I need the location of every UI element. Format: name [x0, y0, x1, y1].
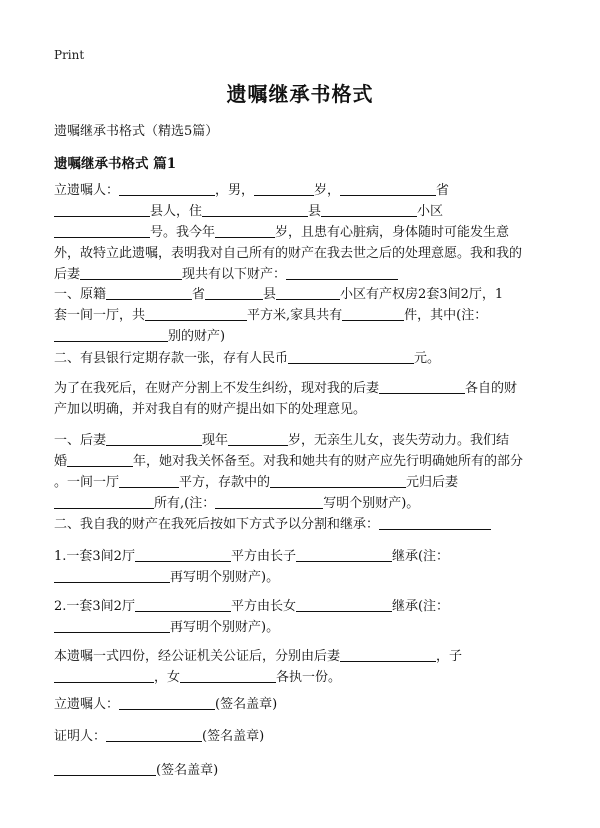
text: (签名盖章) — [215, 697, 278, 712]
text: 一、原籍 — [54, 287, 107, 302]
text: 写明个别财产)。 — [323, 496, 420, 511]
paragraph-copies — [54, 646, 546, 688]
text: 2.一套3间2厅 — [54, 599, 135, 614]
text: 小区 — [417, 204, 444, 219]
blank-line — [54, 568, 170, 583]
text: 平方由长子 — [230, 549, 296, 564]
blank-line — [80, 265, 182, 280]
text: 本遗嘱一式四份，经公证机关公证后，分别由后妻 — [54, 649, 341, 664]
text: ，子 — [436, 649, 463, 664]
text: 元归后妻 — [406, 475, 459, 490]
text: 号。我今年 — [150, 225, 216, 240]
text: 。一间一厅 — [54, 475, 120, 490]
text: 继承(注： — [391, 549, 450, 564]
blank-line — [286, 265, 398, 280]
text: 后妻 — [54, 267, 81, 282]
section-heading: 遗嘱继承书格式 篇1 — [54, 156, 177, 172]
blank-line — [54, 494, 154, 509]
text: (签名盖章) — [202, 729, 265, 744]
blank-line — [54, 618, 170, 633]
text: 元。 — [414, 351, 441, 366]
blank-line — [321, 202, 417, 217]
text: 继承(注： — [391, 599, 450, 614]
text: 为了在我死后，在财产分割上不发生纠纷，现对我的后妻 — [54, 381, 380, 396]
signature-witness — [54, 726, 546, 747]
blank-line — [106, 431, 202, 446]
blank-line — [180, 668, 276, 683]
blank-line — [135, 597, 231, 612]
document-title: 遗嘱继承书格式 — [226, 82, 374, 106]
text: 县人，住 — [150, 204, 203, 219]
paragraph-division — [54, 514, 546, 535]
text: 立遗嘱人： — [54, 697, 120, 712]
blank-line — [228, 431, 288, 446]
blank-line — [106, 285, 192, 300]
blank-line — [288, 349, 414, 364]
paragraph-item-2 — [54, 596, 546, 638]
paragraph-purpose — [54, 378, 546, 420]
text: 再写明个别财产)。 — [170, 620, 280, 635]
text: 别的财产) — [168, 329, 226, 344]
text: 一、后妻 — [54, 433, 107, 448]
text: 岁，且患有心脏病，身体随时可能发生意 — [275, 225, 510, 240]
signature-testator — [54, 694, 546, 715]
blank-line — [340, 181, 436, 196]
text: ，女 — [154, 670, 181, 685]
text: 套一间一厅，共 — [54, 308, 146, 323]
blank-line — [54, 202, 150, 217]
blank-line — [379, 379, 465, 394]
text: 岁，无亲生儿女，丧失劳动力。我们结 — [288, 433, 510, 448]
text: 各自的财 — [465, 381, 518, 396]
blank-line — [106, 727, 202, 742]
text: 平方米,家具共有 — [247, 308, 343, 323]
print-link[interactable]: Print — [54, 48, 85, 62]
blank-line — [135, 547, 231, 562]
text: 再写明个别财产)。 — [170, 570, 280, 585]
paragraph-testator-info — [54, 180, 546, 285]
text: 件，其中(注： — [404, 308, 488, 323]
text: 省 — [436, 183, 450, 198]
blank-line — [254, 181, 314, 196]
text: 岁， — [314, 183, 341, 198]
paragraph-item-1 — [54, 546, 546, 588]
blank-line — [215, 223, 275, 238]
text: ，男， — [215, 183, 255, 198]
text: 省 — [192, 287, 206, 302]
text: 现年 — [202, 433, 229, 448]
blank-line — [342, 306, 404, 321]
text: 平方，存款中的 — [179, 475, 271, 490]
blank-line — [145, 306, 247, 321]
blank-line — [215, 494, 323, 509]
blank-line — [276, 285, 340, 300]
blank-line — [54, 327, 168, 342]
paragraph-wife — [54, 430, 546, 514]
text: 年，她对我关怀备至。对我和她共有的财产应先行明确她所有的部分 — [133, 454, 524, 469]
blank-line — [296, 547, 392, 562]
blank-line — [270, 473, 406, 488]
paragraph-deposit — [54, 348, 546, 369]
text: 县 — [308, 204, 322, 219]
blank-line — [119, 473, 179, 488]
blank-line — [202, 202, 308, 217]
text: 二、有县银行定期存款一张，存有人民币 — [54, 351, 289, 366]
blank-line — [296, 597, 392, 612]
text: 县 — [263, 287, 277, 302]
text: (签名盖章) — [156, 763, 219, 778]
blank-line — [54, 223, 150, 238]
text: 小区有产权房2套3间2厅，1 — [340, 287, 504, 302]
blank-line — [54, 761, 156, 776]
text: 1.一套3间2厅 — [54, 549, 135, 564]
text: 平方由长女 — [230, 599, 296, 614]
signature-extra — [54, 760, 546, 781]
blank-line — [340, 647, 436, 662]
text: 二、我自我的财产在我死后按如下方式予以分割和继承： — [54, 517, 380, 532]
blank-line — [54, 668, 154, 683]
paragraph-property — [54, 284, 546, 347]
document-subtitle: 遗嘱继承书格式（精选5篇） — [54, 124, 219, 139]
blank-line — [119, 695, 215, 710]
text: 立遗嘱人： — [54, 183, 120, 198]
text: 产加以明确，并对我自有的财产提出如下的处理意见。 — [54, 402, 367, 417]
text: 各执一份。 — [276, 670, 342, 685]
text: 婚 — [54, 454, 68, 469]
text: 现共有以下财产： — [182, 267, 287, 282]
blank-line — [205, 285, 263, 300]
text: 所有,(注： — [154, 496, 216, 511]
blank-line — [119, 181, 215, 196]
blank-line — [379, 515, 491, 530]
text: 外，故特立此遗嘱，表明我对自己所有的财产在我去世之后的处理意愿。我和我的 — [54, 246, 523, 261]
blank-line — [67, 452, 133, 467]
text: 证明人： — [54, 729, 107, 744]
